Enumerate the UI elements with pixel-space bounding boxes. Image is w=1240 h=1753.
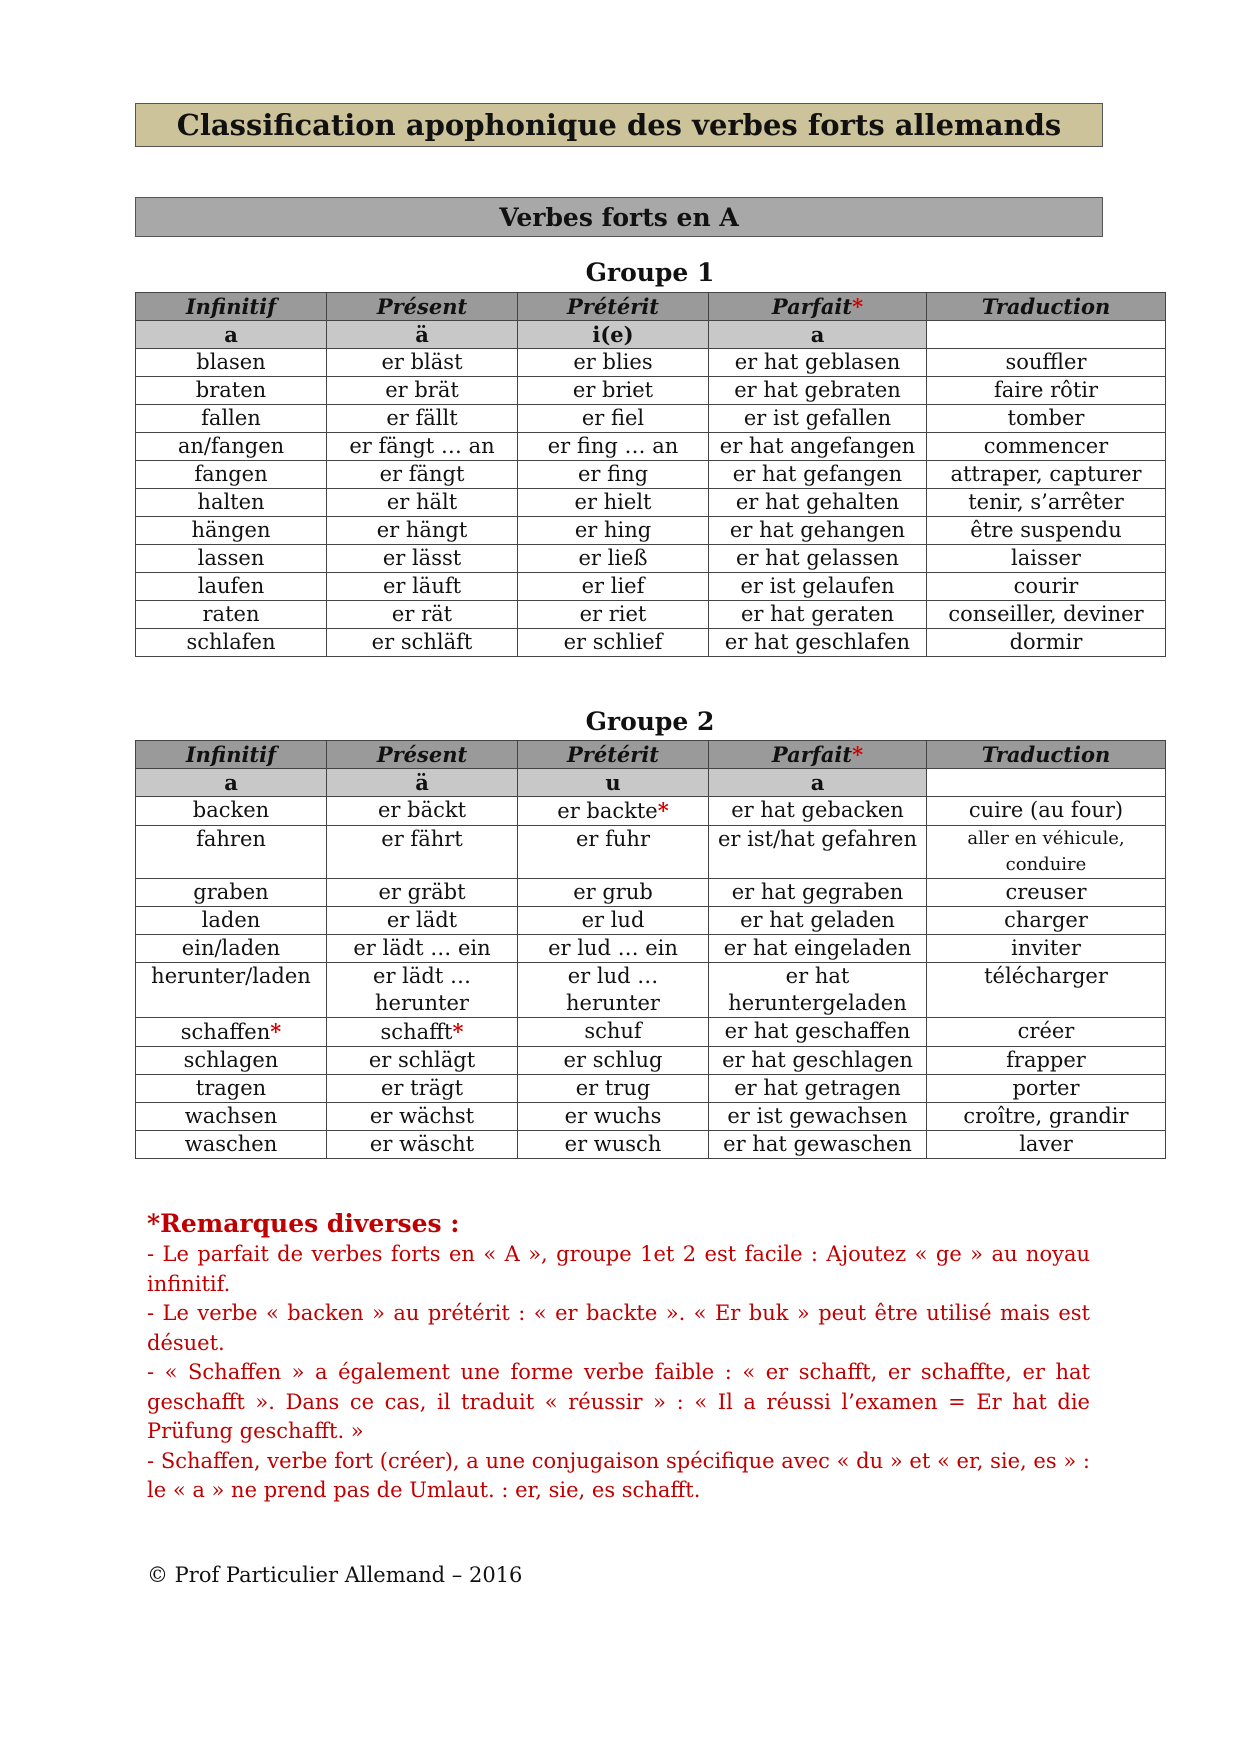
cell: er hat getragen xyxy=(709,1075,927,1103)
vowel-cell: a xyxy=(709,769,927,797)
cell: waschen xyxy=(136,1131,327,1159)
cell: er bäckt xyxy=(327,797,518,826)
table-row xyxy=(136,907,1166,935)
table-row xyxy=(136,489,1166,517)
group-2-title: Groupe 2 xyxy=(585,707,715,736)
cell: er hat gelassen xyxy=(709,545,927,573)
cell: er lud xyxy=(518,907,709,935)
cell: er fängt … an xyxy=(327,433,518,461)
cell: wachsen xyxy=(136,1103,327,1131)
cell: er ist gelaufen xyxy=(709,573,927,601)
cell: er bläst xyxy=(327,349,518,377)
cell: porter xyxy=(927,1075,1166,1103)
cell: er läuft xyxy=(327,573,518,601)
cell: er hat heruntergeladen xyxy=(709,963,927,1018)
table-row xyxy=(136,405,1166,433)
header-present: Présent xyxy=(327,293,518,321)
cell: er riet xyxy=(518,601,709,629)
cell: er wuchs xyxy=(518,1103,709,1131)
table-row xyxy=(136,797,1166,826)
group-1-table xyxy=(135,292,1166,657)
header-parfait: Parfait* xyxy=(709,741,927,769)
remark-item: - Le verbe « backen » au prétérit : « er backte ». « Er buk » peut être utilisé mais est désuet. xyxy=(147,1301,1090,1355)
cell: frapper xyxy=(927,1047,1166,1075)
cell: tragen xyxy=(136,1075,327,1103)
cell: dormir xyxy=(927,629,1166,657)
cell: er hat geraten xyxy=(709,601,927,629)
table-row xyxy=(136,1018,1166,1047)
vowel-cell: a xyxy=(136,769,327,797)
table-row xyxy=(136,1103,1166,1131)
group-2-table xyxy=(135,740,1166,1159)
cell: er hängt xyxy=(327,517,518,545)
cell: fangen xyxy=(136,461,327,489)
cell: er fuhr xyxy=(518,826,709,879)
table-row xyxy=(136,1047,1166,1075)
cell: er rät xyxy=(327,601,518,629)
vowel-cell: i(e) xyxy=(518,321,709,349)
cell: er hat gegraben xyxy=(709,879,927,907)
cell: er ist gewachsen xyxy=(709,1103,927,1131)
cell: er ist/hat gefahren xyxy=(709,826,927,879)
cell: er hat geschaffen xyxy=(709,1018,927,1047)
cell: courir xyxy=(927,573,1166,601)
cell: graben xyxy=(136,879,327,907)
cell: er hat angefangen xyxy=(709,433,927,461)
vowel-cell xyxy=(927,769,1166,797)
cell: er wäscht xyxy=(327,1131,518,1159)
cell: schlafen xyxy=(136,629,327,657)
table-row xyxy=(136,433,1166,461)
cell: laden xyxy=(136,907,327,935)
group-1-title: Groupe 1 xyxy=(585,258,715,287)
cell: commencer xyxy=(927,433,1166,461)
cell: er fängt xyxy=(327,461,518,489)
cell: créer xyxy=(927,1018,1166,1047)
remark-item: - « Schaffen » a également une forme verbe faible : « er schafft, er schaffte, er hat geschafft ». Dans ce cas, il traduit « réussir » : « Il a réussi l’examen = Er hat die Prüfung geschafft. » xyxy=(147,1360,1090,1443)
cell: laver xyxy=(927,1131,1166,1159)
cell: conseiller, deviner xyxy=(927,601,1166,629)
cell: schaffen* xyxy=(136,1018,327,1047)
cell: er wusch xyxy=(518,1131,709,1159)
remark-item: - Le parfait de verbes forts en « A », groupe 1et 2 est facile : Ajoutez « ge » au noyau infinitif. xyxy=(147,1242,1090,1296)
cell: schlagen xyxy=(136,1047,327,1075)
cell: er schlug xyxy=(518,1047,709,1075)
cell: tenir, s’arrêter xyxy=(927,489,1166,517)
table-row xyxy=(136,517,1166,545)
cell: fallen xyxy=(136,405,327,433)
cell: er hat geschlagen xyxy=(709,1047,927,1075)
cell: er fährt xyxy=(327,826,518,879)
vowel-cell: ä xyxy=(327,769,518,797)
header-infinitif: Infinitif xyxy=(136,741,327,769)
cell: braten xyxy=(136,377,327,405)
cell: lassen xyxy=(136,545,327,573)
table-row xyxy=(136,461,1166,489)
table-row xyxy=(136,545,1166,573)
table-row xyxy=(136,573,1166,601)
cell: an/fangen xyxy=(136,433,327,461)
vowel-cell: u xyxy=(518,769,709,797)
cell: er hat gebraten xyxy=(709,377,927,405)
remarks-heading: *Remarques diverses : xyxy=(147,1209,460,1238)
cell: inviter xyxy=(927,935,1166,963)
table-row xyxy=(136,377,1166,405)
table-row xyxy=(136,935,1166,963)
cell: er lief xyxy=(518,573,709,601)
header-row xyxy=(136,741,1166,769)
copyright-footer: © Prof Particulier Allemand – 2016 xyxy=(147,1563,523,1587)
cell: er ließ xyxy=(518,545,709,573)
cell: raten xyxy=(136,601,327,629)
cell: er briet xyxy=(518,377,709,405)
vowel-row xyxy=(136,769,1166,797)
cell: tomber xyxy=(927,405,1166,433)
cell: cuire (au four) xyxy=(927,797,1166,826)
cell: er hat eingeladen xyxy=(709,935,927,963)
cell: souffler xyxy=(927,349,1166,377)
cell: er schlief xyxy=(518,629,709,657)
cell: er hat geschlafen xyxy=(709,629,927,657)
cell: ein/laden xyxy=(136,935,327,963)
cell: er hielt xyxy=(518,489,709,517)
cell: hängen xyxy=(136,517,327,545)
cell: être suspendu xyxy=(927,517,1166,545)
cell: er hat gehangen xyxy=(709,517,927,545)
vowel-cell xyxy=(927,321,1166,349)
header-row xyxy=(136,293,1166,321)
header-preterit: Prétérit xyxy=(518,293,709,321)
document-title: Classification apophonique des verbes forts allemands xyxy=(135,103,1103,147)
table-row xyxy=(136,601,1166,629)
cell: er hat gebacken xyxy=(709,797,927,826)
cell: er fing … an xyxy=(518,433,709,461)
cell: er lässt xyxy=(327,545,518,573)
cell: er blies xyxy=(518,349,709,377)
cell: charger xyxy=(927,907,1166,935)
cell: er lädt xyxy=(327,907,518,935)
cell: er fing xyxy=(518,461,709,489)
cell: er ist gefallen xyxy=(709,405,927,433)
cell: er grub xyxy=(518,879,709,907)
cell: er hat gewaschen xyxy=(709,1131,927,1159)
cell: laufen xyxy=(136,573,327,601)
header-traduction: Traduction xyxy=(927,293,1166,321)
cell: attraper, capturer xyxy=(927,461,1166,489)
cell: er hat geblasen xyxy=(709,349,927,377)
vowel-cell: ä xyxy=(327,321,518,349)
remarks-section xyxy=(147,1208,1090,1506)
cell: croître, grandir xyxy=(927,1103,1166,1131)
cell: er hält xyxy=(327,489,518,517)
cell: er brät xyxy=(327,377,518,405)
cell: er lädt … herunter xyxy=(327,963,518,1018)
table-row xyxy=(136,963,1166,1018)
cell: aller en véhicule, conduire xyxy=(927,826,1166,879)
cell: blasen xyxy=(136,349,327,377)
cell: er trägt xyxy=(327,1075,518,1103)
cell: creuser xyxy=(927,879,1166,907)
cell: er schlägt xyxy=(327,1047,518,1075)
cell: backen xyxy=(136,797,327,826)
cell: er hing xyxy=(518,517,709,545)
remark-item: - Schaffen, verbe fort (créer), a une conjugaison spécifique avec « du » et « er, sie, es » : le « a » ne prend pas de Umlaut. : er, sie, es schafft. xyxy=(147,1448,1090,1502)
table-row xyxy=(136,1131,1166,1159)
cell: er lud … herunter xyxy=(518,963,709,1018)
vowel-cell: a xyxy=(709,321,927,349)
cell: laisser xyxy=(927,545,1166,573)
cell: télécharger xyxy=(927,963,1166,1018)
cell: er schläft xyxy=(327,629,518,657)
cell: er fiel xyxy=(518,405,709,433)
vowel-row xyxy=(136,321,1166,349)
cell: schuf xyxy=(518,1018,709,1047)
header-parfait: Parfait* xyxy=(709,293,927,321)
vowel-cell: a xyxy=(136,321,327,349)
cell: er hat gehalten xyxy=(709,489,927,517)
table-row xyxy=(136,349,1166,377)
header-traduction: Traduction xyxy=(927,741,1166,769)
cell: er fällt xyxy=(327,405,518,433)
header-present: Présent xyxy=(327,741,518,769)
header-preterit: Prétérit xyxy=(518,741,709,769)
table-row xyxy=(136,879,1166,907)
section-title: Verbes forts en A xyxy=(135,197,1103,237)
cell: er backte* xyxy=(518,797,709,826)
cell: er lud … ein xyxy=(518,935,709,963)
cell: fahren xyxy=(136,826,327,879)
cell: er lädt … ein xyxy=(327,935,518,963)
table-row xyxy=(136,629,1166,657)
cell: schafft* xyxy=(327,1018,518,1047)
cell: faire rôtir xyxy=(927,377,1166,405)
cell: er trug xyxy=(518,1075,709,1103)
header-infinitif: Infinitif xyxy=(136,293,327,321)
cell: er hat gefangen xyxy=(709,461,927,489)
table-row xyxy=(136,826,1166,879)
cell: herunter/laden xyxy=(136,963,327,1018)
table-row xyxy=(136,1075,1166,1103)
cell: er gräbt xyxy=(327,879,518,907)
cell: halten xyxy=(136,489,327,517)
cell: er hat geladen xyxy=(709,907,927,935)
cell: er wächst xyxy=(327,1103,518,1131)
